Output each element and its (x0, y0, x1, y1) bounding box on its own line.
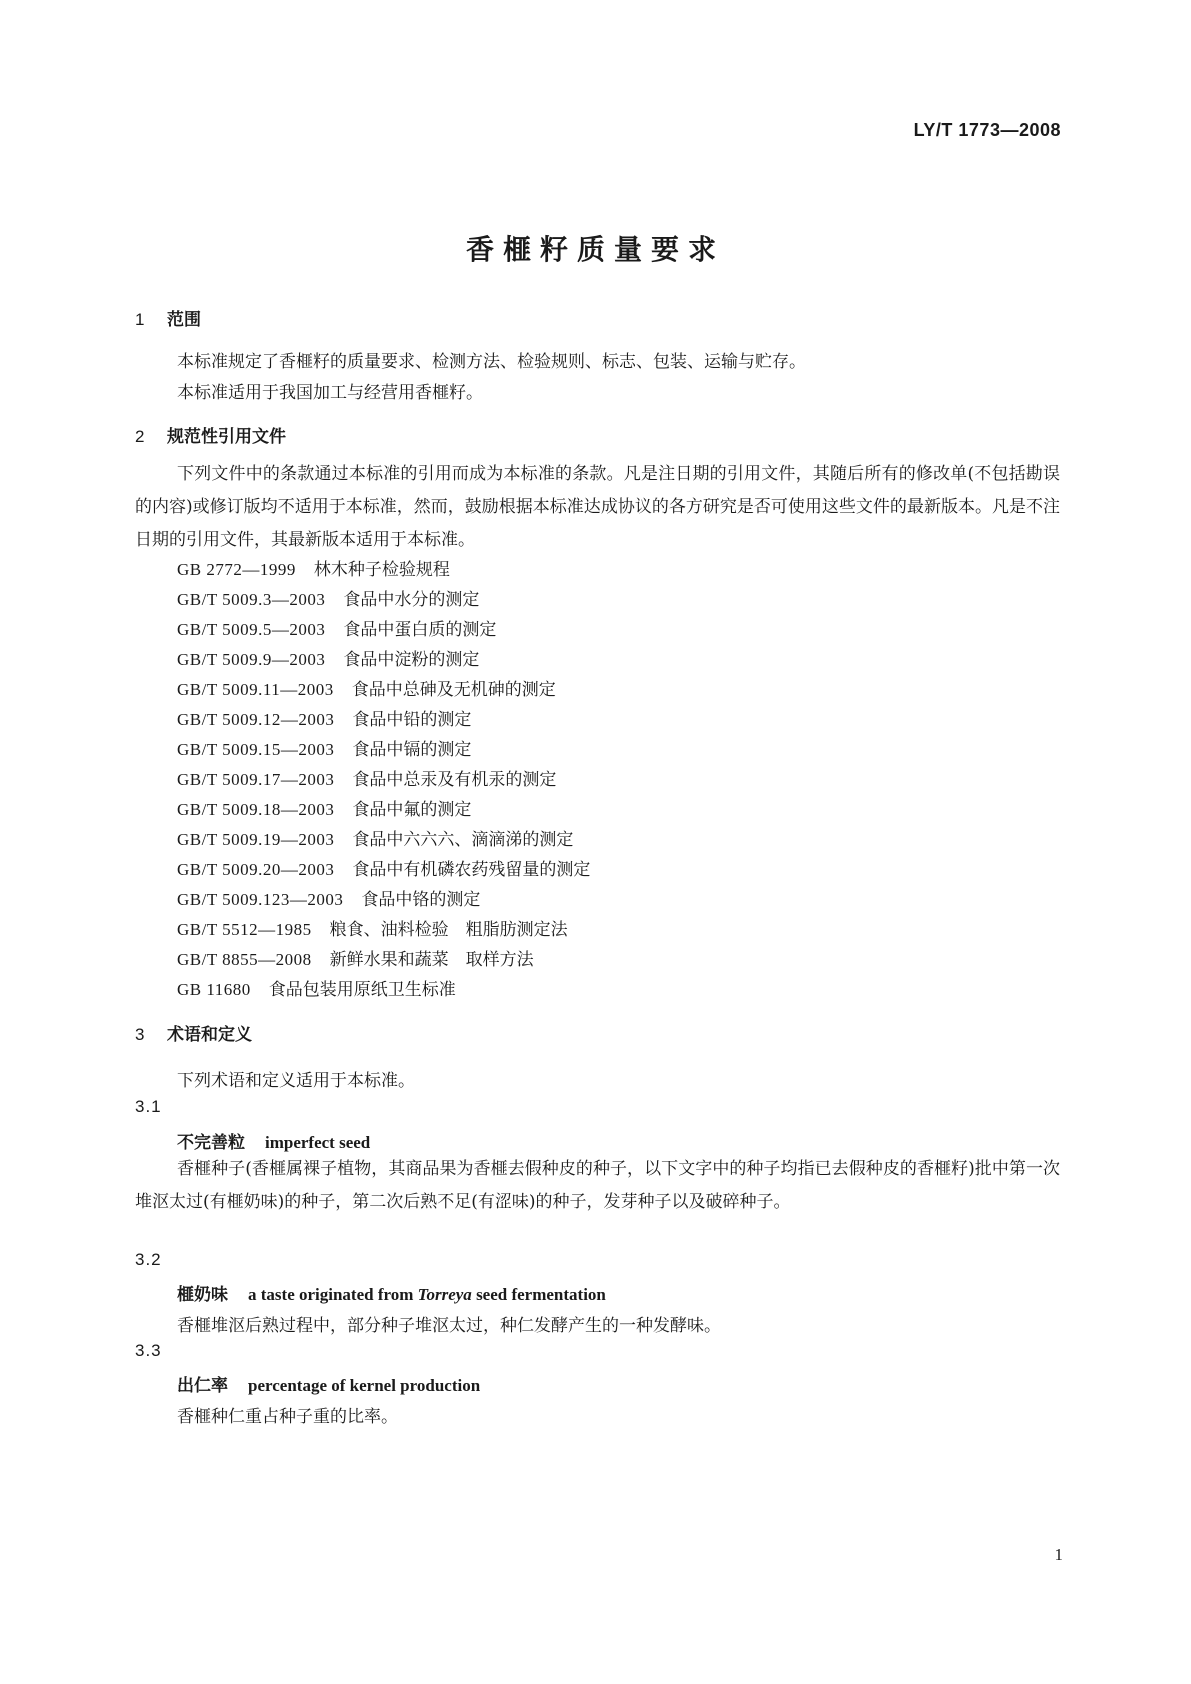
term-definition: 香榧种仁重占种子重的比率。 (177, 1407, 398, 1427)
section-1-heading (135, 305, 201, 330)
reference-code: GB/T 5009.19—2003 (177, 830, 335, 849)
reference-code: GB/T 5009.3—2003 (177, 590, 326, 609)
reference-title: 食品包装用原纸卫生标准 (268, 980, 456, 1000)
reference-code: GB 11680 (177, 980, 251, 999)
reference-title: 食品中总砷及无机砷的测定 (351, 680, 556, 700)
term-chinese: 不完善粒 (177, 1133, 245, 1153)
reference-code: GB/T 5009.18—2003 (177, 800, 335, 819)
reference-item (177, 585, 479, 610)
reference-item (177, 855, 590, 880)
reference-title: 食品中水分的测定 (343, 590, 480, 610)
reference-code: GB/T 8855—2008 (177, 950, 312, 969)
section-title: 规范性引用文件 (167, 427, 286, 447)
clause-number: 3.3 (135, 1341, 162, 1360)
reference-item (177, 825, 573, 850)
section-number: 2 (135, 427, 145, 446)
reference-title: 食品中淀粉的测定 (343, 650, 480, 670)
section-number: 1 (135, 310, 145, 329)
term-chinese: 榧奶味 (177, 1285, 228, 1305)
reference-title: 食品中蛋白质的测定 (343, 620, 497, 640)
section-title: 术语和定义 (167, 1025, 252, 1045)
document-title: 香榧籽质量要求 (465, 233, 725, 266)
reference-item (177, 975, 456, 1000)
term-chinese: 出仁率 (177, 1376, 228, 1396)
reference-title: 食品中铅的测定 (352, 710, 472, 730)
reference-code: GB/T 5009.9—2003 (177, 650, 326, 669)
scope-paragraph-2: 本标准适用于我国加工与经营用香榧籽。 (177, 383, 483, 403)
reference-code: GB/T 5009.17—2003 (177, 770, 335, 789)
reference-item (177, 675, 556, 700)
term-english: imperfect seed (265, 1133, 371, 1152)
term-entry (177, 1128, 370, 1153)
normative-references-intro: 下列文件中的条款通过本标准的引用而成为本标准的条款。凡是注日期的引用文件，其随后所有的修改单(不包括勘误的内容)或修订版均不适用于本标准，然而，鼓励根据本标准达成协议的各方研究是否可使用这些文件的最新版本。凡是不注日期的引用文件，其最新版本适用于本标准。 (135, 464, 1060, 550)
reference-code: GB/T 5009.11—2003 (177, 680, 334, 699)
reference-item (177, 615, 496, 640)
term-english-suffix: seed fermentation (471, 1285, 606, 1304)
reference-title: 食品中铬的测定 (361, 890, 481, 910)
term-entry (177, 1280, 606, 1305)
term-definition: 香榧种子(香榧属裸子植物，其商品果为香榧去假种皮的种子，以下文字中的种子均指已去假种皮的香榧籽)批中第一次堆沤太过(有榧奶味)的种子，第二次后熟不足(有涩味)的种子，发芽种子以及破碎种子。 (135, 1159, 1060, 1212)
reference-item (177, 765, 556, 790)
reference-item (177, 705, 471, 730)
reference-code: GB 2772—1999 (177, 560, 296, 579)
reference-item (177, 915, 568, 940)
reference-item (177, 885, 480, 910)
reference-title: 新鲜水果和蔬菜 取样方法 (329, 950, 534, 970)
terms-intro: 下列术语和定义适用于本标准。 (177, 1071, 415, 1091)
standard-code: LY/T 1773—2008 (913, 120, 1061, 140)
reference-title: 粮食、油料检验 粗脂肪测定法 (329, 920, 568, 940)
term-english (248, 1285, 606, 1304)
reference-code: GB/T 5009.12—2003 (177, 710, 335, 729)
reference-title: 食品中六六六、滴滴涕的测定 (352, 830, 574, 850)
section-number: 3 (135, 1025, 145, 1044)
reference-code: GB/T 5512—1985 (177, 920, 312, 939)
reference-title: 食品中有机磷农药残留量的测定 (352, 860, 591, 880)
term-definition: 香榧堆沤后熟过程中，部分种子堆沤太过，种仁发酵产生的一种发酵味。 (177, 1316, 721, 1336)
section-2-heading (135, 422, 286, 447)
reference-title: 食品中氟的测定 (352, 800, 472, 820)
reference-item (177, 645, 479, 670)
term-english: percentage of kernel production (248, 1376, 481, 1395)
scope-paragraph-1: 本标准规定了香榧籽的质量要求、检测方法、检验规则、标志、包装、运输与贮存。 (177, 352, 806, 372)
reference-title: 食品中总汞及有机汞的测定 (352, 770, 557, 790)
term-entry (177, 1371, 480, 1396)
reference-item (177, 735, 471, 760)
section-title: 范围 (167, 310, 201, 330)
reference-code: GB/T 5009.5—2003 (177, 620, 326, 639)
reference-item (177, 945, 534, 970)
reference-item (177, 555, 450, 580)
section-3-heading (135, 1020, 252, 1045)
term-english-genus: Torreya (417, 1285, 472, 1304)
clause-number: 3.2 (135, 1250, 162, 1269)
reference-title: 林木种子检验规程 (313, 560, 450, 580)
reference-title: 食品中镉的测定 (352, 740, 472, 760)
clause-number: 3.1 (135, 1097, 162, 1116)
reference-item (177, 795, 471, 820)
term-english-prefix: a taste originated from (248, 1285, 418, 1304)
reference-code: GB/T 5009.15—2003 (177, 740, 335, 759)
page-number: 1 (1054, 1545, 1063, 1564)
reference-code: GB/T 5009.123—2003 (177, 890, 344, 909)
reference-code: GB/T 5009.20—2003 (177, 860, 335, 879)
